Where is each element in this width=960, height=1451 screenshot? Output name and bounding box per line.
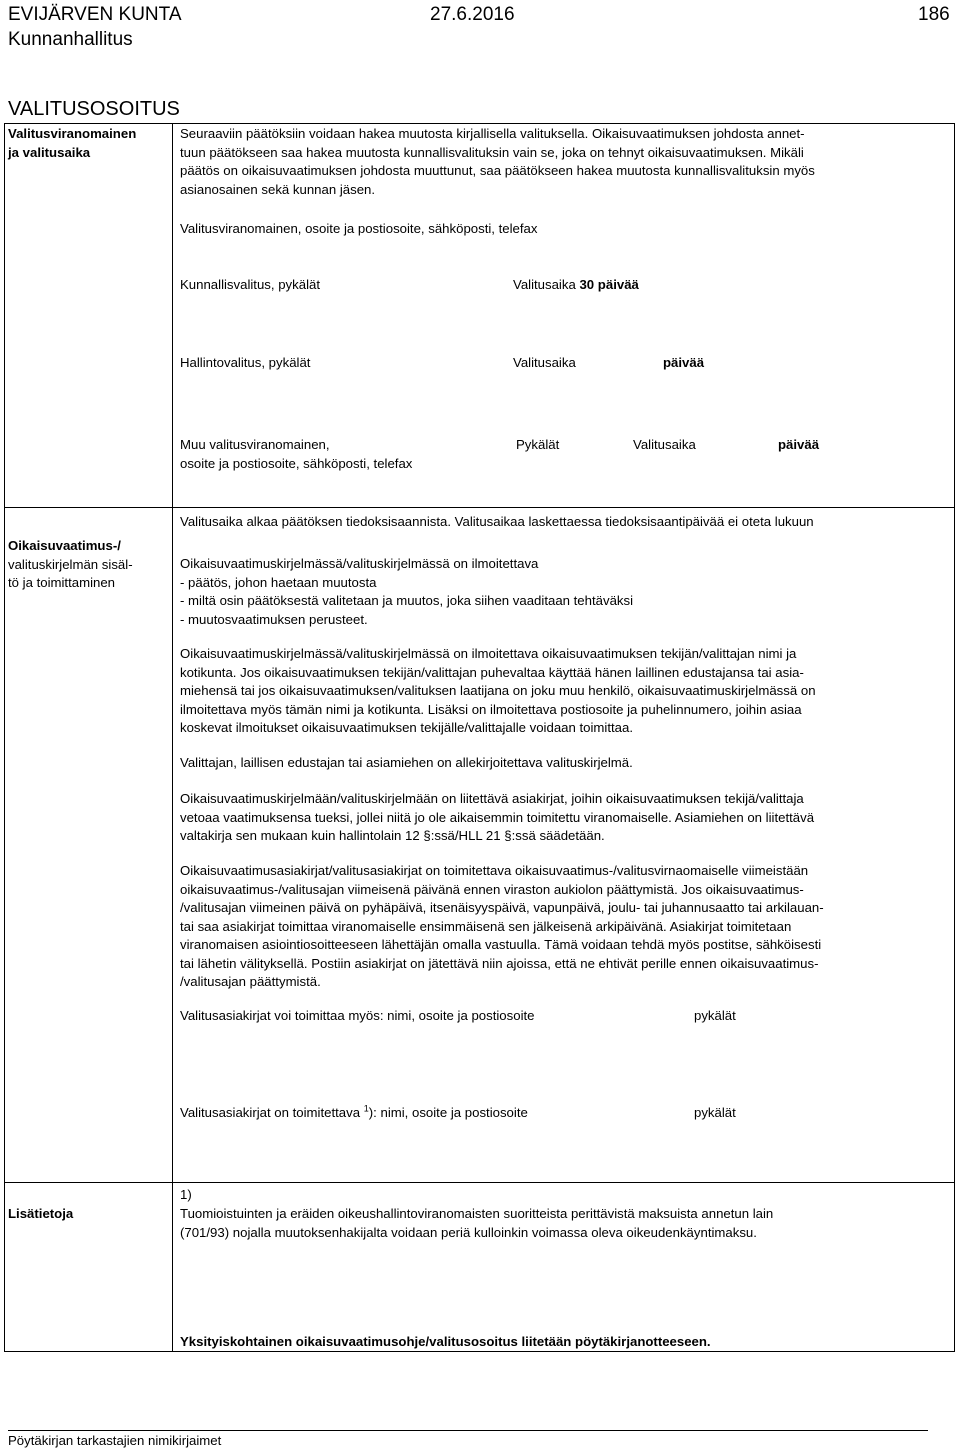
table-right-border (954, 123, 955, 1352)
signature-line (8, 1430, 928, 1431)
meeting-date: 27.6.2016 (430, 4, 515, 25)
info-section-label: Lisätietoja (8, 1206, 74, 1221)
table-top-border (4, 123, 955, 124)
signature-requirement-note: Valittajan, laillisen edustajan tai asiamiehen on allekirjoitettava valituskirjelmä. (180, 755, 633, 770)
alternative-delivery-sections-label: pykälät (694, 1008, 736, 1023)
body-name: Kunnanhallitus (8, 29, 133, 50)
authority-intro: Seuraaviin päätöksiin voidaan hakea muutosta kirjallisella valituksella. Oikaisuvaatimuksen johdosta annet- tuun päätökseen saa hakea muutosta kunnallisvalituksin vain se, joka on tehnyt oikaisuvaatimuksen. Mikäli päätös on oikaisuvaatimuksen johdosta muuttunut, saa päätökseen hakea muutosta kunnallisvalituksin myös asianosainen sekä kunnan jäsen. (180, 126, 815, 197)
attachments-paragraph: Oikaisuvaatimuskirjelmään/valituskirjelmään on liitettävä asiakirjat, joihin oikaisuvaatimuksen tekijä/valittaja vetoaa vaatimuksensa tueksi, jollei niitä jo ole aikaisemmin toimitettu viranomaiselle. Asiamiehen on liitettävä valtakirja sen mukaan kuin hallintolain 12 §:ssä/HLL 21 §:ssä säädetään. (180, 791, 815, 843)
detailed-instructions-note: Yksityiskohtainen oikaisuvaatimusohje/valitusosoitus liitetään pöytäkirjanotteeseen. (180, 1334, 711, 1349)
municipal-appeal-period: Valitusaika 30 päivää (513, 277, 639, 292)
court-fee-footnote: Tuomioistuinten ja eräiden oikeushallintoviranomaisten suoritteista perittävistä maksuista annetun lain (701/93) nojalla muutoksenhakijalta voidaan periä kulloinkin voimassa oleva oikeudenkäyntimaksu. (180, 1206, 774, 1240)
delivery-paragraph: Oikaisuvaatimusasiakirjat/valitusasiakirjat on toimitettava oikaisuvaatimus-/valitusvirnaomaiselle viimeistään oikaisuvaatimus-/valitusajan viimeisenä päivänä ennen viraston aukiolon päättymistä. Jos oikaisuvaatimus- /valitusajan viimeinen päivä on pyhäpäivä, itsenäisyyspäivä, vapunpäivä, joulu- tai juhannusaatto tai arkilauan- tai saa asiakirjat toimittaa viranomaiselle ensimmäisenä sen jälkeisenä arkipäivänä. Asiakirjat toimitetaan viranomaisen asiointiosoitteeseen lähettäjän omalla vastuulla. Tämä voidaan tehdä myös postitse, sähköisesti tai lähetin välityksellä. Postiin asiakirjat on jätettävä niin ajoissa, että ne ehtivät perille ennen oikaisuvaatimus- /valitusajan päättymistä. (180, 863, 824, 989)
administrative-appeal-label: Hallintovalitus, pykälät (180, 355, 311, 370)
required-delivery-sections-label: pykälät (694, 1105, 736, 1120)
appellant-details-paragraph: Oikaisuvaatimuskirjelmässä/valituskirjelmässä on ilmoitettava oikaisuvaatimuksen tekijän/valittajan nimi ja kotikunta. Jos oikaisuvaatimuksen tekijän/valittajan puhevaltaa käyttää hänen laillinen edustajansa tai asia- miehensä tai jos oikaisuvaatimuksen/valituksen laatijana on joku muu henkilö, oikaisuvaatimuskirjelmässä on ilmoitettava myös tämän nimi ja kotikunta. Lisäksi on ilmoitettava postiosoite ja puhelinnumero, joihin asiaa koskevat ilmoitukset oikaisuvaatimuksen tekijälle/valittajalle voidaan toimittaa. (180, 646, 816, 735)
authority-address-line: Valitusviranomainen, osoite ja postiosoite, sähköposti, telefax (180, 221, 538, 236)
org-name: EVIJÄRVEN KUNTA (8, 4, 182, 25)
content-section-label: Oikaisuvaatimus-/ valituskirjelmän sisäl- tö ja toimittaminen (8, 538, 133, 590)
required-delivery-address: Valitusasiakirjat on toimitettava $^1$): nimi, osoite ja postiosoite (180, 1103, 528, 1120)
table-row-divider-1 (4, 507, 955, 508)
administrative-appeal-period-label: Valitusaika (513, 355, 576, 370)
authority-section-label: Valitusviranomainen ja valitusaika (8, 126, 137, 160)
page-number: 186 (918, 4, 950, 25)
alternative-delivery-address: Valitusasiakirjat voi toimittaa myös: nimi, osoite ja postiosoite (180, 1008, 535, 1023)
administrative-appeal-period-unit: päivää (663, 355, 705, 370)
table-left-border (4, 123, 5, 1352)
footnote-marker: 1) (180, 1187, 192, 1202)
table-row-divider-2 (4, 1182, 955, 1183)
appeal-period-start-note: Valitusaika alkaa päätöksen tiedoksisaannista. Valitusaikaa laskettaessa tiedoksisaantipäivää ei oteta lukuun (180, 514, 814, 529)
other-authority-period-unit: päivää (778, 437, 820, 452)
other-authority-period-label: Valitusaika (633, 437, 696, 452)
required-content-list: Oikaisuvaatimuskirjelmässä/valituskirjelmässä on ilmoitettava - päätös, johon haetaan muutosta - miltä osin päätöksestä valitetaan ja muutos, joka siihen vaaditaan tehtäväksi - muutosvaatimuksen perusteet. (180, 556, 634, 627)
other-authority-sections-label: Pykälät (516, 437, 560, 452)
table-column-divider (172, 123, 173, 1352)
inspectors-initials-label: Pöytäkirjan tarkastajien nimikirjaimet (8, 1433, 222, 1448)
municipal-appeal-label: Kunnallisvalitus, pykälät (180, 277, 321, 292)
document-title: VALITUSOSOITUS (8, 98, 180, 120)
other-authority-label: Muu valitusviranomainen, osoite ja postiosoite, sähköposti, telefax (180, 437, 413, 471)
